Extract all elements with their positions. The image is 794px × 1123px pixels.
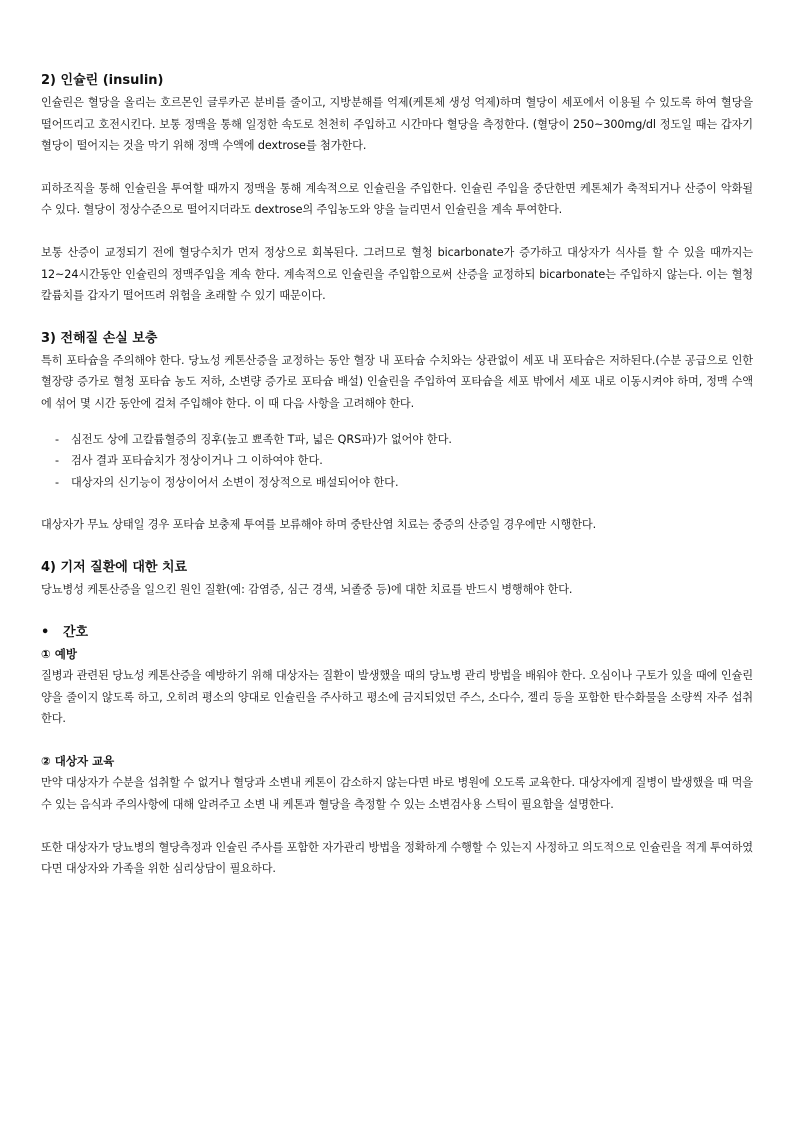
nursing-heading bbox=[41, 622, 753, 644]
subsection-heading: ② 대상자 교육 bbox=[41, 753, 115, 768]
nursing-heading-label: 간호 bbox=[63, 624, 89, 640]
subsection-heading: ① 예방 bbox=[41, 646, 77, 661]
bullet-icon: • bbox=[41, 624, 50, 640]
paragraph: 보통 산증이 교정되기 전에 혈당수치가 먼저 정상으로 회복된다. 그러므로 혈청 bicarbonate가 증가하고 대상자가 식사를 할 수 있을 때까지는 12~24시간동안 인슐린의 정맥주입을 계속 한다. 계속적으로 인슐린을 주입함으로써 산증을 교정하되 bicarbonate는 주입하지 않는다. 이는 혈청 칼륨치를 갑자기 떨어뜨려 위험을 초래할 수 있기 때문이다. bbox=[41, 245, 753, 303]
section-underlying bbox=[41, 557, 753, 601]
paragraph: 대상자가 무뇨 상태일 경우 포타슘 보충제 투여를 보류해야 하며 중탄산염 치료는 중증의 산증일 경우에만 시행한다. bbox=[41, 518, 597, 532]
paragraph: 피하조직을 통해 인슐린을 투여할 때까지 정맥을 통해 계속적으로 인슐린을 주입한다. 인슐린 주입을 중단한면 케톤체가 축적되거나 산증이 악화될 수 있다. 혈당이 정상수준으로 떨어지더라도 dextrose의 주입농도와 양을 늘리면서 인슐린을 계속 투여한다. bbox=[41, 181, 753, 217]
paragraph: 만약 대상자가 수분을 섭취할 수 없거나 혈당과 소변내 케톤이 감소하지 않는다면 바로 병원에 오도록 교육한다. 대상자에게 질병이 발생했을 때 먹을 수 있는 음식과 주의사항에 대해 알려주고 소변 내 케톤과 혈당을 측정할 수 있는 소변검사용 스틱이 필요함을 설명한다. bbox=[41, 776, 753, 812]
section-insulin bbox=[41, 70, 753, 307]
list-item: - 대상자의 신기능이 정상이어서 소변이 정상적으로 배설되어야 한다. bbox=[55, 472, 753, 494]
paragraph: 질병과 관련된 당뇨성 케톤산증을 예방하기 위해 대상자는 질환이 발생했을 때의 당뇨병 관리 방법을 배워야 한다. 오심이나 구토가 있을 때에 인슐린 양을 줄이지 않도록 하고, 오히려 평소의 양대로 인슐린을 주사하고 평소에 금지되었던 주스, 소다수, 젤리 등을 포함한 탄수화물을 소량씩 자주 섭취한다. bbox=[41, 669, 753, 726]
consideration-list bbox=[41, 429, 753, 494]
list-item: - 검사 결과 포타슘치가 정상이거나 그 이하여야 한다. bbox=[55, 450, 753, 472]
paragraph: 특히 포타슘을 주의해야 한다. 당뇨성 케톤산증을 교정하는 동안 혈장 내 포타슘 수치와는 상관없이 세포 내 포타슘은 저하된다.(수분 공급으로 인한 혈장량 증가로 혈청 포타슘 농도 저하, 소변량 증가로 포타슘 배설) 인슐린을 주입하여 포타슘을 세포 밖에서 세포 내로 이동시켜야 하며, 정맥 수액에 섞어 몇 시간 동안에 걸쳐 주입해야 한다. 이 때 다음 사항을 고려해야 한다. bbox=[41, 353, 753, 410]
document-page bbox=[41, 70, 753, 880]
paragraph: 당뇨병성 케톤산증을 일으킨 원인 질환(예: 감염증, 심근 경색, 뇌졸중 등)에 대한 치료를 반드시 병행해야 한다. bbox=[41, 582, 573, 596]
section-heading: 2) 인슐린 (insulin) bbox=[41, 73, 164, 88]
section-nursing bbox=[41, 622, 753, 880]
section-heading: 3) 전해질 손실 보충 bbox=[41, 330, 158, 346]
section-heading: 4) 기저 질환에 대한 치료 bbox=[41, 559, 188, 575]
paragraph: 또한 대상자가 당뇨병의 혈당측정과 인슐린 주사를 포함한 자가관리 방법을 정확하게 수행할 수 있는지 사정하고 의도적으로 인슐린을 적게 투여하였다면 대상자와 가족을 위한 심리상담이 필요하다. bbox=[41, 840, 753, 876]
section-electrolyte bbox=[41, 328, 753, 536]
paragraph: 인슐린은 혈당을 올리는 호르몬인 글루카곤 분비를 줄이고, 지방분해를 억제(케톤체 생성 억제)하며 혈당이 세포에서 이용될 수 있도록 하여 혈당을 떨어뜨리고 호전시킨다. 보통 정맥을 통해 일정한 속도로 천천히 주입하고 시간마다 혈당을 측정한다. (혈당이 250~300mg/dl 정도일 때는 갑자기 혈당이 떨어지는 것을 막기 위해 정맥 수액에 dextrose를 첨가한다. bbox=[41, 96, 753, 153]
list-item: - 심전도 상에 고칼륨혈증의 징후(높고 뾰족한 T파, 넓은 QRS파)가 없어야 한다. bbox=[55, 429, 753, 451]
